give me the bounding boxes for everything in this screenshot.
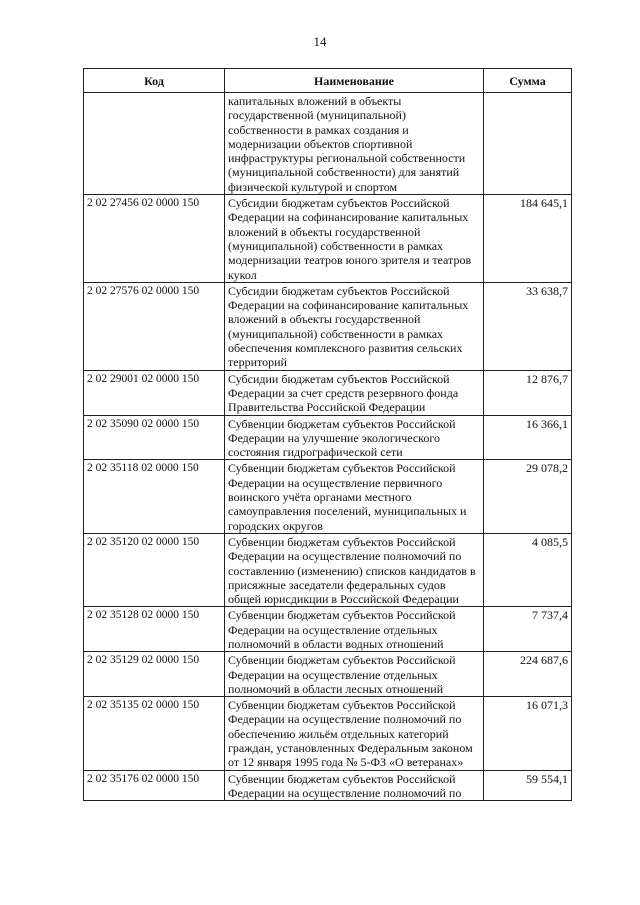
table-header-row	[84, 69, 572, 93]
table-row	[84, 415, 572, 460]
name-cell: Субвенции бюджетам субъектов Российской Федерации на осуществление первичного воинского учёта органами местного самоуправления поселений, муниципальных и городских округов	[225, 460, 484, 533]
sum-cell: 59 554,1	[484, 770, 572, 801]
name-cell: Субвенции бюджетам субъектов Российской Федерации на улучшение экологического состояния гидрографической сети	[225, 415, 484, 460]
name-cell: Субсидии бюджетам субъектов Российской Федерации на софинансирование капитальных вложений в объекты государственной (муниципальной) собственности в рамках модернизации театров юного зрителя и театров кукол	[225, 195, 484, 283]
code-cell	[84, 93, 225, 195]
name-cell: Субвенции бюджетам субъектов Российской Федерации на осуществление полномочий по обеспечению жильём отдельных категорий граждан, установленных Федеральным законом от 12 января 1995 года № 5-ФЗ «О ветеранах»	[225, 697, 484, 770]
code-cell: 2 02 35120 02 0000 150	[84, 533, 225, 606]
code-cell: 2 02 29001 02 0000 150	[84, 370, 225, 415]
code-cell: 2 02 35090 02 0000 150	[84, 415, 225, 460]
name-cell: Субвенции бюджетам субъектов Российской Федерации на осуществление полномочий по	[225, 770, 484, 801]
sum-cell: 16 366,1	[484, 415, 572, 460]
table-row	[84, 195, 572, 283]
code-cell: 2 02 35176 02 0000 150	[84, 770, 225, 801]
sum-cell: 16 071,3	[484, 697, 572, 770]
table-row	[84, 370, 572, 415]
table-row	[84, 93, 572, 195]
page-number: 14	[313, 34, 327, 49]
code-cell: 2 02 27576 02 0000 150	[84, 282, 225, 370]
name-cell: Субвенции бюджетам субъектов Российской Федерации на осуществление отдельных полномочий в области водных отношений	[225, 607, 484, 652]
table-row	[84, 460, 572, 533]
sum-cell: 184 645,1	[484, 195, 572, 283]
column-header-name: Наименование	[225, 69, 484, 93]
code-cell: 2 02 27456 02 0000 150	[84, 195, 225, 283]
name-cell: Субсидии бюджетам субъектов Российской Федерации на софинансирование капитальных вложений в объекты государственной (муниципальной) собственности в рамках обеспечения комплексного развития сельских территорий	[225, 282, 484, 370]
name-cell: Субвенции бюджетам субъектов Российской Федерации на осуществление полномочий по составлению (изменению) списков кандидатов в присяжные заседатели федеральных судов общей юрисдикции в Российской Федерации	[225, 533, 484, 606]
column-header-sum: Сумма	[484, 69, 572, 93]
table-row	[84, 282, 572, 370]
code-cell: 2 02 35118 02 0000 150	[84, 460, 225, 533]
table-row	[84, 533, 572, 606]
sum-cell: 29 078,2	[484, 460, 572, 533]
sum-cell: 4 085,5	[484, 533, 572, 606]
table-row	[84, 770, 572, 801]
sum-cell	[484, 93, 572, 195]
code-cell: 2 02 35128 02 0000 150	[84, 607, 225, 652]
sum-cell: 33 638,7	[484, 282, 572, 370]
sum-cell: 224 687,6	[484, 652, 572, 697]
table-row	[84, 652, 572, 697]
budget-table	[83, 68, 572, 801]
sum-cell: 7 737,4	[484, 607, 572, 652]
code-cell: 2 02 35135 02 0000 150	[84, 697, 225, 770]
table-row	[84, 697, 572, 770]
column-header-code: Код	[84, 69, 225, 93]
sum-cell: 12 876,7	[484, 370, 572, 415]
name-cell: капитальных вложений в объекты государственной (муниципальной) собственности в рамках создания и модернизации объектов спортивной инфраструктуры региональной собственности (муниципальной собственности) для занятий физической культурой и спортом	[225, 93, 484, 195]
code-cell: 2 02 35129 02 0000 150	[84, 652, 225, 697]
name-cell: Субсидии бюджетам субъектов Российской Федерации за счет средств резервного фонда Правительства Российской Федерации	[225, 370, 484, 415]
table-row	[84, 607, 572, 652]
name-cell: Субвенции бюджетам субъектов Российской Федерации на осуществление отдельных полномочий в области лесных отношений	[225, 652, 484, 697]
